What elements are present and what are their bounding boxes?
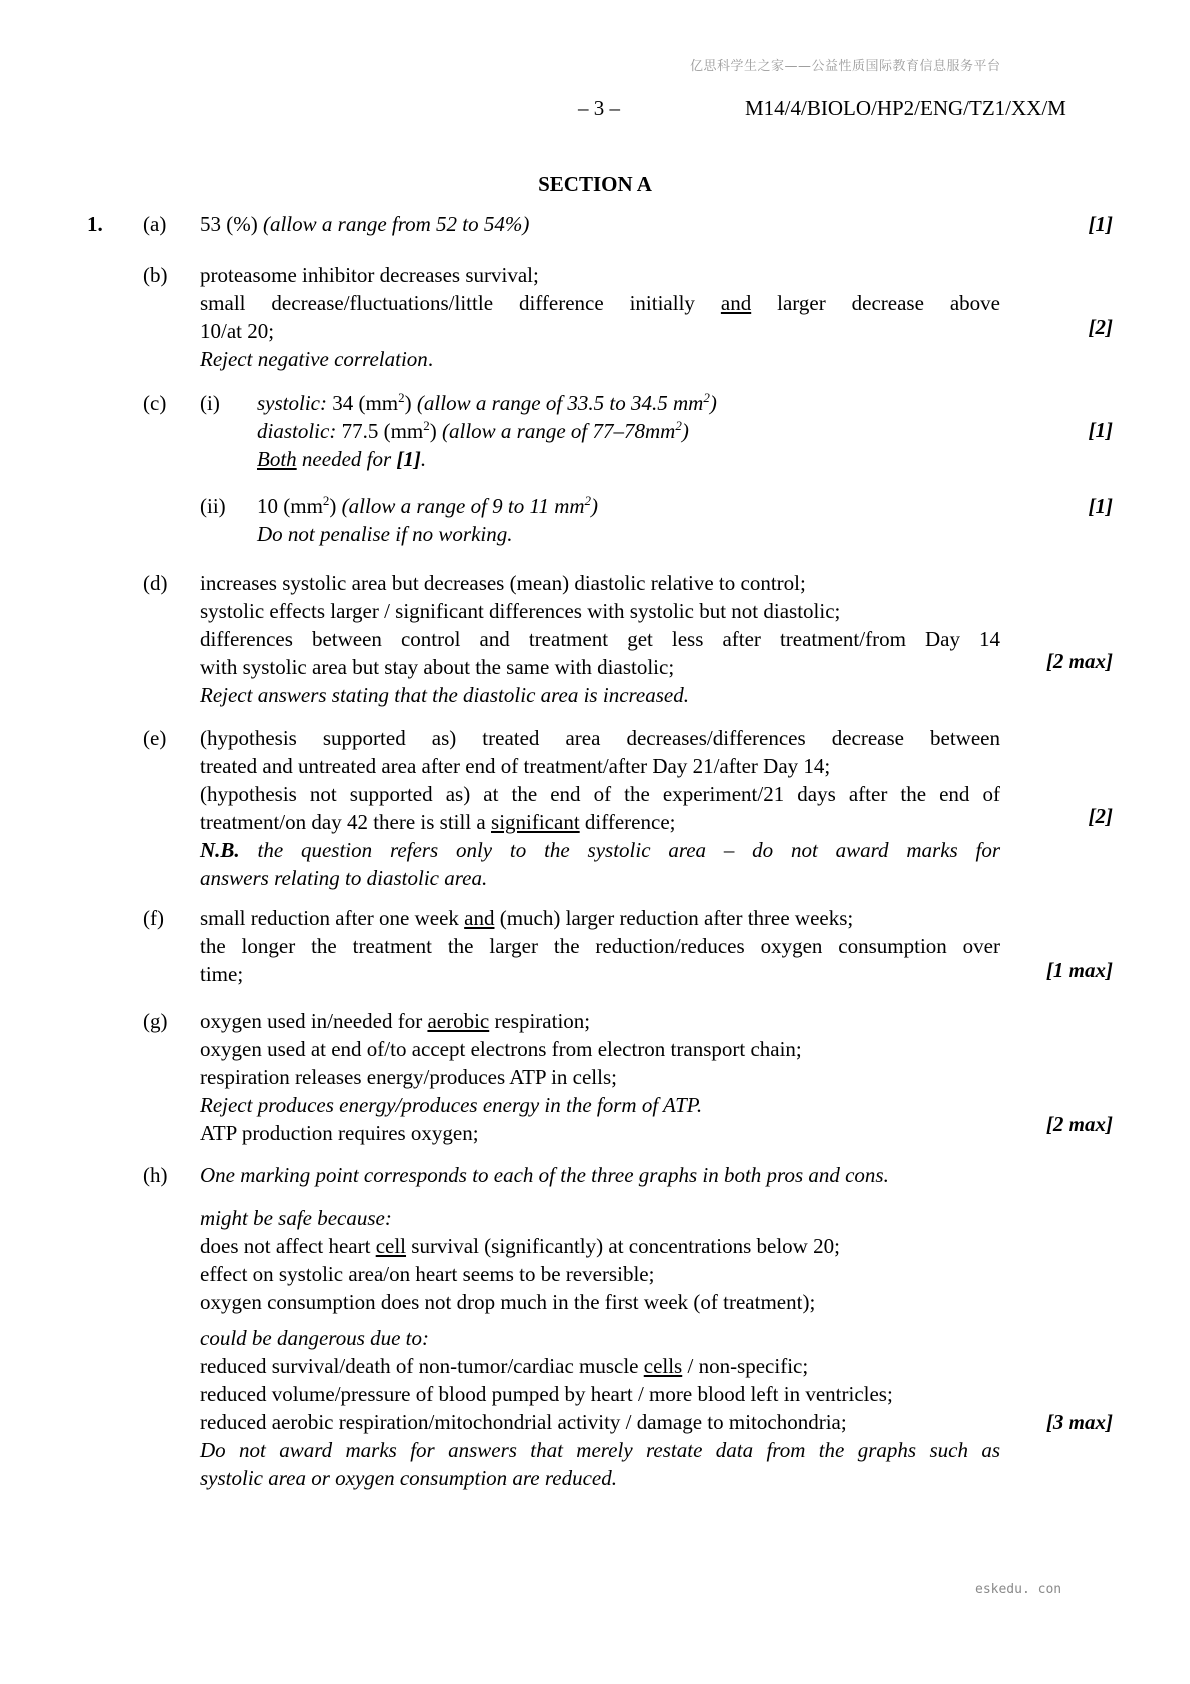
- part-c-ii-marks: [1]: [1088, 494, 1113, 518]
- part-d-answer: increases systolic area but decreases (mean) diastolic relative to control; systolic effects larger / significant differences with systolic but not diastolic; differences between control and treatment get less after treatment/from Day 14 with systolic area but stay about the same with diastolic; Reject answers stating that the diastolic area is increased.: [200, 571, 1000, 707]
- part-g-answer: oxygen used in/needed for aerobic respiration; oxygen used at end of/to accept electrons from electron transport chain; respiration releases energy/produces ATP in cells; Reject produces energy/produces energy in the form of ATP. ATP production requires oxygen;: [200, 1009, 802, 1145]
- part-f-answer: small reduction after one week and (much) larger reduction after three weeks; the longer the treatment the larger the reduction/reduces oxygen consumption over time;: [200, 906, 1000, 986]
- part-b-answer: proteasome inhibitor decreases survival; small decrease/fluctuations/little difference initially and larger decrease above 10/at 20; Reject negative correlation.: [200, 263, 1001, 371]
- page-number: – 3 –: [578, 96, 620, 120]
- part-a-marks: [1]: [1088, 212, 1113, 236]
- part-a-answer: 53 (%) (allow a range from 52 to 54%): [200, 212, 530, 236]
- question-number: 1.: [87, 212, 103, 236]
- part-c-i-answer: systolic: 34 $(mm^2)$ (allow a range of 33.5 to 34.5 $mm^2$) diastolic: 77.5 $(mm^2)$ (allow a range of $77-78mm^2$) Both needed for [1].: [257, 390, 717, 471]
- watermark-top: 亿思科学生之家——公益性质国际教育信息服务平台: [690, 59, 1001, 74]
- part-h-danger: could be dangerous due to: reduced survival/death of non-tumor/cardiac muscle cells / non-specific; reduced volume/pressure of blood pumped by heart / more blood left in ventricles; reduced aerobic respiration/mitochondrial activity / damage to mitochondria; Do not award marks for answers that merely restate data from the graphs such as systolic area or oxygen consumption are reduced.: [200, 1326, 1000, 1490]
- part-d-label: (d): [143, 571, 168, 595]
- part-b-label: (b): [143, 263, 168, 287]
- part-f-label: (f): [143, 906, 164, 930]
- part-c-ii-answer: 10 $(mm^2)$ (allow a range of 9 to 11 $mm^2$) Do not penalise if no working.: [257, 493, 599, 546]
- part-f-marks: [1 max]: [1045, 958, 1113, 982]
- part-c-i-marks: [1]: [1088, 418, 1113, 442]
- part-g-marks: [2 max]: [1045, 1112, 1113, 1136]
- part-h-marks: [3 max]: [1045, 1410, 1113, 1434]
- part-e-label: (e): [143, 726, 167, 750]
- part-h-label: (h): [143, 1163, 168, 1187]
- part-a-label: (a): [143, 212, 167, 236]
- part-b-marks: [2]: [1088, 315, 1113, 339]
- part-g-label: (g): [143, 1009, 168, 1033]
- watermark-bottom: eskedu. con: [975, 1582, 1062, 1597]
- part-e-answer: (hypothesis supported as) treated area decreases/differences decrease between treated and untreated area after end of treatment/after Day 21/after Day 14; (hypothesis not supported as) at the end of the experiment/21 days after the end of treatment/on day 42 there is still a significant difference; N.B. the question refers only to the systolic area – do not award marks for answers relating to diastolic area.: [200, 726, 1001, 890]
- section-title: SECTION A: [538, 172, 652, 196]
- paper-code: M14/4/BIOLO/HP2/ENG/TZ1/XX/M: [745, 96, 1066, 120]
- part-h-safe: might be safe because: does not affect heart cell survival (significantly) at concentrations below 20; effect on systolic area/on heart seems to be reversible; oxygen consumption does not drop much in the first week (of treatment);: [200, 1206, 840, 1314]
- part-c-i-label: (i): [200, 391, 220, 415]
- part-d-marks: [2 max]: [1045, 649, 1113, 673]
- part-c-ii-label: (ii): [200, 494, 226, 518]
- part-c-label: (c): [143, 391, 167, 415]
- part-h-intro: One marking point corresponds to each of the three graphs in both pros and cons.: [200, 1163, 889, 1187]
- part-e-marks: [2]: [1088, 804, 1113, 828]
